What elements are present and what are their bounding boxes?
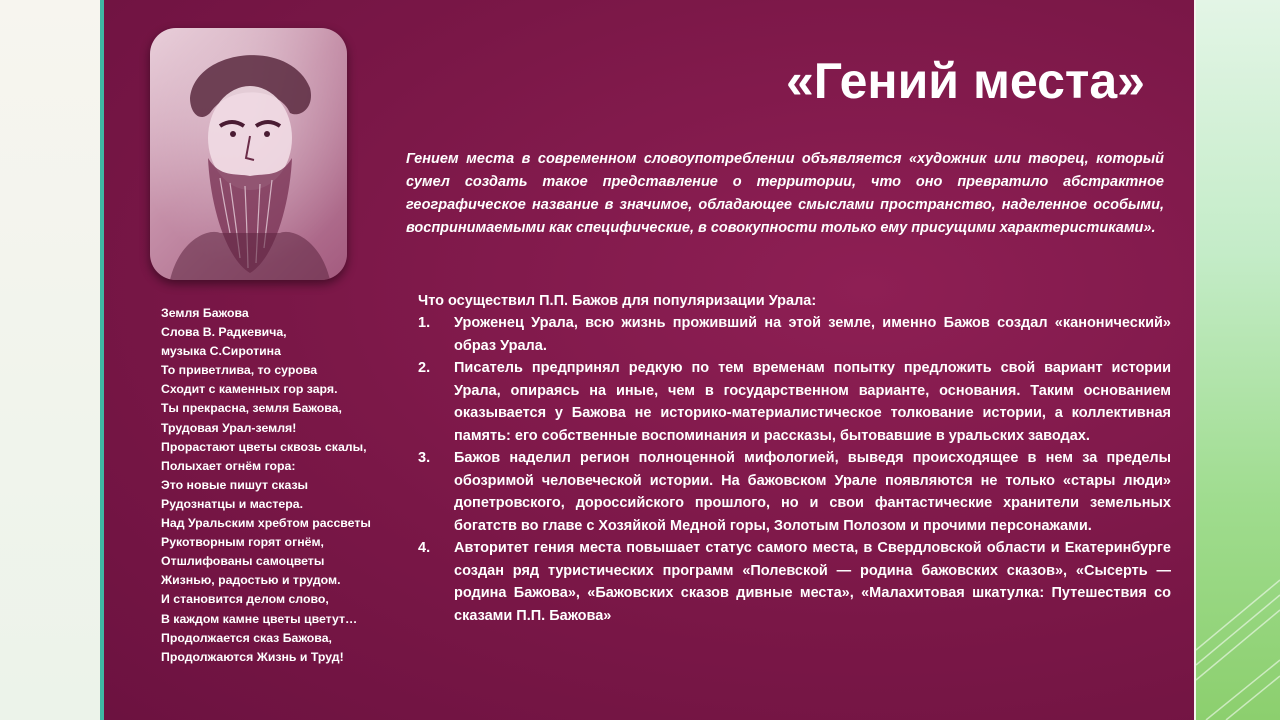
list-number: 1. [418,315,431,331]
list-number: 3. [418,450,431,466]
list-item-text: Писатель предпринял редкую по тем временам попытку предложить свой вариант истории Урала, опираясь на иные, чем в государственном варианте, основания. Таким основанием оказывается у Бажова не историко-материалистическое толкование истории, а коллективная память: его собственные воспоминания и рассказы, бытовавшие в уральских заводах. [454,360,1171,444]
poem-line: Ты прекрасна, земля Бажова, [161,401,342,416]
poem-line: Полыхает огнём гора: [161,458,296,473]
poem-line: В каждом камне цветы цветут… [161,611,358,626]
poem-line: Земля Бажова [161,306,249,320]
poem-line: Слова В. Радкевича, [161,325,287,340]
poem-line: Отшлифованы самоцветы [161,554,325,569]
list-item [418,447,1171,537]
poem-line: Сходит с каменных гор заря. [161,382,338,397]
genius-loci-definition: Гением места в современном словоупотреблении объявляется «художник или творец, который сумел создать такое представление о территории, что оно превратило абстрактное географическое название в значимое, обладающее смыслами пространство, наделенное особыми, воспринимаемыми как специфические, в совокупности только ему присущими характеристиками». [406,151,1164,236]
poem-line: Прорастают цветы сквозь скалы, [161,439,367,454]
poem-line: И становится делом слово, [161,592,329,607]
bazhov-portrait [150,28,347,280]
poem-line: Трудовая Урал-земля! [161,420,297,435]
list-item [418,312,1171,357]
list-intro: Что осуществил П.П. Бажов для популяризации Урала: [418,293,817,309]
decorative-lines-icon [1196,520,1280,720]
list-number: 2. [418,360,431,376]
poem-line: Продолжаются Жизнь и Труд! [161,649,344,664]
poem-line: Рукотворным горят огнём, [161,535,324,550]
poem-line: Над Уральским хребтом рассветы [161,516,371,531]
list-item [418,357,1171,447]
poem-line: Жизнью, радостью и трудом. [161,573,341,588]
achievements-list [418,312,1171,627]
list-item-text: Уроженец Урала, всю жизнь проживший на этой земле, именно Бажов создал «канонический» образ Урала. [454,315,1171,354]
poem-line: То приветлива, то сурова [161,363,318,378]
poem-line: Продолжается сказ Бажова, [161,630,332,645]
list-item-text: Авторитет гения места повышает статус самого места, в Свердловской области и Екатеринбурге создан ряд туристических программ «Полевской — родина бажовских сказов», «Сысерть — родина Бажова», «Бажовских сказов дивные места», «Малахитовая шкатулка: Путешествия со сказами П.П. Бажова» [454,540,1171,624]
poem-line: Это новые пишут сказы [161,477,309,492]
left-margin-background [0,0,104,720]
slide-title: «Гений места» [785,53,1145,109]
list-item [418,537,1171,627]
poem-line: музыка С.Сиротина [161,344,281,359]
list-item-text: Бажов наделил регион полноценной мифологией, выведя происходящее в нем за пределы обозримой человеческой истории. На бажовском Урале появляются не только «стары люди» допетровского, дороссийского прошлого, но и свои фантастические хранители земельных богатств во главе с Хозяйкой Медной горы, Золотым Полозом и прочими персонажами. [454,450,1171,534]
portrait-sketch-icon [150,28,347,280]
poem-line: Рудознатцы и мастера. [161,496,303,511]
song-lyrics [161,304,391,667]
list-number: 4. [418,540,431,556]
